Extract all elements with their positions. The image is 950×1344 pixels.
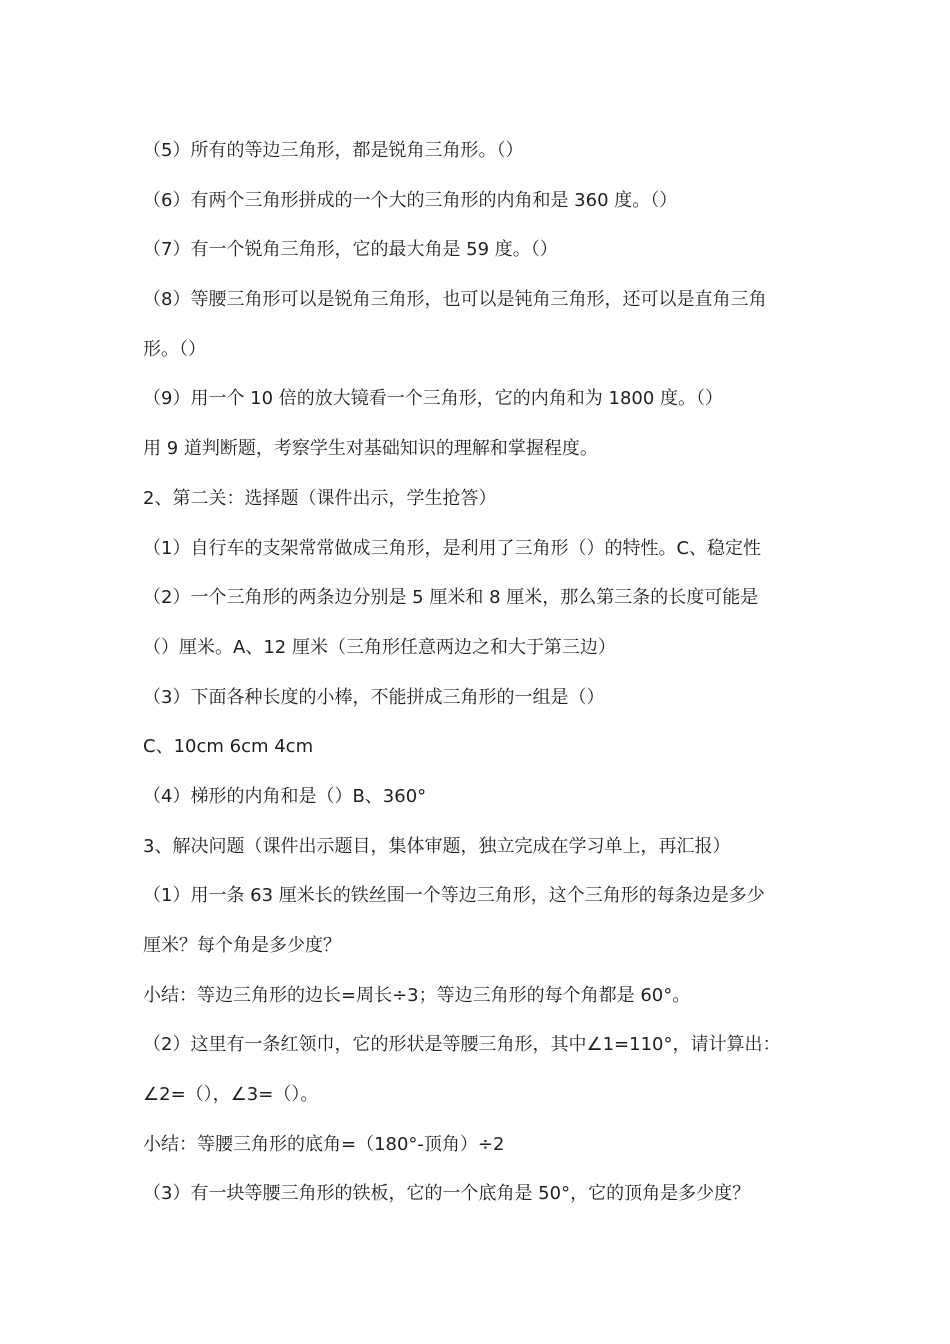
problem-3: （3）有一块等腰三角形的铁板，它的一个底角是 50°，它的顶角是多少度？: [143, 1183, 751, 1205]
choice-item-2-line-1: （2）一个三角形的两条边分别是 5 厘米和 8 厘米，那么第三条的长度可能是: [143, 587, 759, 609]
choice-item-4: （4）梯形的内角和是（）B、360°: [143, 785, 427, 807]
judgment-item-8-line-1: （8）等腰三角形可以是锐角三角形，也可以是钝角三角形，还可以是直角三角: [143, 289, 767, 311]
judgment-item-9: （9）用一个 10 倍的放大镜看一个三角形，它的内角和为 1800 度。（）: [143, 388, 724, 410]
problem-2-line-2: ∠2=（），∠3=（）。: [143, 1084, 319, 1106]
judgment-item-5: （5）所有的等边三角形，都是锐角三角形。（）: [143, 140, 524, 161]
judgment-item-8-line-2: 形。（）: [143, 338, 206, 360]
choice-item-3: （3）下面各种长度的小棒，不能拼成三角形的一组是（）: [143, 686, 605, 708]
problem-2-summary: 小结：等腰三角形的底角=（180°-顶角）÷2: [143, 1133, 505, 1155]
judgment-item-6: （6）有两个三角形拼成的一个大的三角形的内角和是 360 度。（）: [143, 189, 678, 211]
problem-2-line-1: （2）这里有一条红领巾，它的形状是等腰三角形，其中∠1=110°，请计算出：: [143, 1034, 781, 1056]
section-heading-choice: 2、第二关：选择题（课件出示，学生抢答）: [143, 487, 497, 509]
choice-item-2-line-2: （）厘米。A、12 厘米（三角形任意两边之和大于第三边）: [143, 636, 616, 658]
section-heading-problems: 3、解决问题（课件出示题目，集体审题，独立完成在学习单上，再汇报）: [143, 835, 731, 857]
choice-item-3-answer: C、10cm 6cm 4cm: [143, 736, 314, 758]
judgment-summary: 用 9 道判断题，考察学生对基础知识的理解和掌握程度。: [143, 438, 598, 460]
judgment-item-7: （7）有一个锐角三角形，它的最大角是 59 度。（）: [143, 239, 558, 261]
choice-item-1: （1）自行车的支架常常做成三角形，是利用了三角形（）的特性。C、稳定性: [143, 537, 762, 559]
problem-1-line-2: 厘米？每个角是多少度？: [143, 935, 341, 956]
problem-1-summary: 小结：等边三角形的边长=周长÷3；等边三角形的每个角都是 60°。: [143, 984, 691, 1006]
document-body: [143, 126, 818, 1219]
problem-1-line-1: （1）用一条 63 厘米长的铁丝围一个等边三角形，这个三角形的每条边是多少: [143, 885, 765, 907]
